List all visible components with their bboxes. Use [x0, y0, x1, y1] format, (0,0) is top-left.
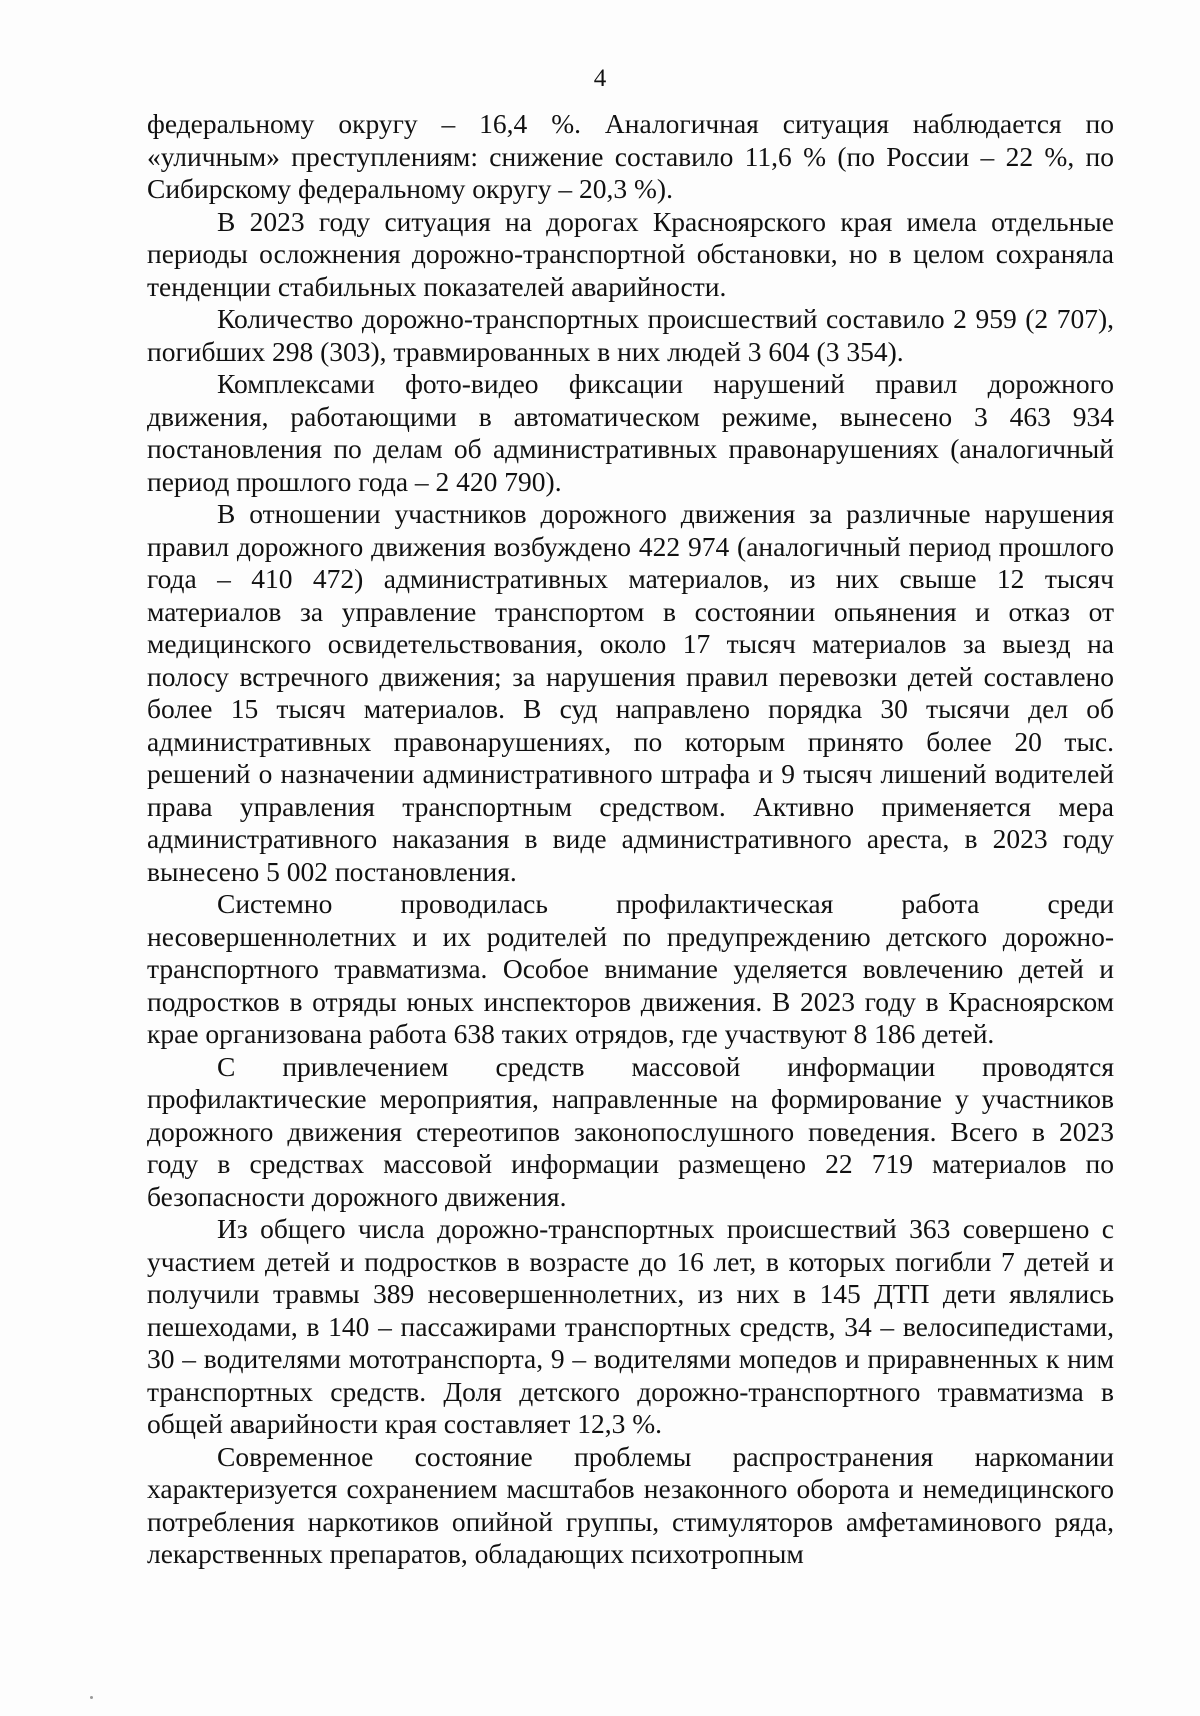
paragraph-mass-media: С привлечением средств массовой информации проводятся профилактические мероприятия, направленные на формирование у участников дорожного движения стереотипов законопослушного поведения. Всего в 2023 году в средствах массовой информации размещено 22 719 материалов по безопасности дорожного движения.: [147, 1050, 1114, 1212]
paragraph-administrative-materials: В отношении участников дорожного движения за различные нарушения правил дорожного движения возбуждено 422 974 (аналогичный период прошлого года – 410 472) административных материалов, из них свыше 12 тысяч материалов за управление транспортом в состоянии опьянения и отказ от медицинского освидетельствования, около 17 тысяч материалов за выезд на полосу встречного движения; за нарушения правил перевозки детей составлено более 15 тысяч материалов. В суд направлено порядка 30 тысячи дел об административных правонарушениях, по которым принято более 20 тыс. решений о назначении административного штрафа и 9 тысяч лишений водителей права управления транспортным средством. Активно применяется мера административного наказания в виде административного ареста, в 2023 году вынесено 5 002 постановления.: [147, 498, 1114, 887]
page-number: 4: [593, 65, 607, 92]
paragraph-accident-count: Количество дорожно-транспортных происшествий составило 2 959 (2 707), погибших 298 (303), травмированных в них людей 3 604 (3 354).: [147, 303, 1114, 367]
paragraph-child-accidents: Из общего числа дорожно-транспортных происшествий 363 совершено с участием детей и подростков в возрасте до 16 лет, в которых погибли 7 детей и получили травмы 389 несовершеннолетних, из них в 145 ДТП дети являлись пешеходами, в 140 – пассажирами транспортных средств, 34 – велосипедистами, 30 – водителями мототранспорта, 9 – водителями мопедов и приравненных к ним транспортных средств. Доля детского дорожно-транспортного травматизма в общей аварийности края составляет 12,3 %.: [147, 1213, 1114, 1439]
paragraph-photo-video-fixation: Комплексами фото-видео фиксации нарушений правил дорожного движения, работающими в автоматическом режиме, вынесено 3 463 934 постановления по делам об административных правонарушениях (аналогичный период прошлого года – 2 420 790).: [147, 368, 1114, 497]
paragraph-youth-prevention: Системно проводилась профилактическая работа среди несовершеннолетних и их родителей по предупреждению детского дорожно-транспортного травматизма. Особое внимание уделяется вовлечению детей и подростков в отряды юных инспекторов движения. В 2023 году в Красноярском крае организована работа 638 таких отрядов, где участвуют 8 186 детей.: [147, 888, 1114, 1049]
paragraph-continuation: федеральному округу – 16,4 %. Аналогичная ситуация наблюдается по «уличным» преступлениям: снижение составило 11,6 % (по России – 22 %, по Сибирскому федеральному округу – 20,3 %).: [147, 108, 1114, 204]
paragraph-road-situation: В 2023 году ситуация на дорогах Красноярского края имела отдельные периоды осложнения дорожно-транспортной обстановки, но в целом сохраняла тенденции стабильных показателей аварийности.: [147, 205, 1114, 302]
paragraph-drug-situation: Современное состояние проблемы распространения наркомании характеризуется сохранением масштабов незаконного оборота и немедицинского потребления наркотиков опийной группы, стимуляторов амфетаминового ряда, лекарственных препаратов, обладающих психотропным: [147, 1440, 1114, 1569]
document-body: [147, 108, 1114, 1571]
scan-speck: [90, 1696, 93, 1699]
